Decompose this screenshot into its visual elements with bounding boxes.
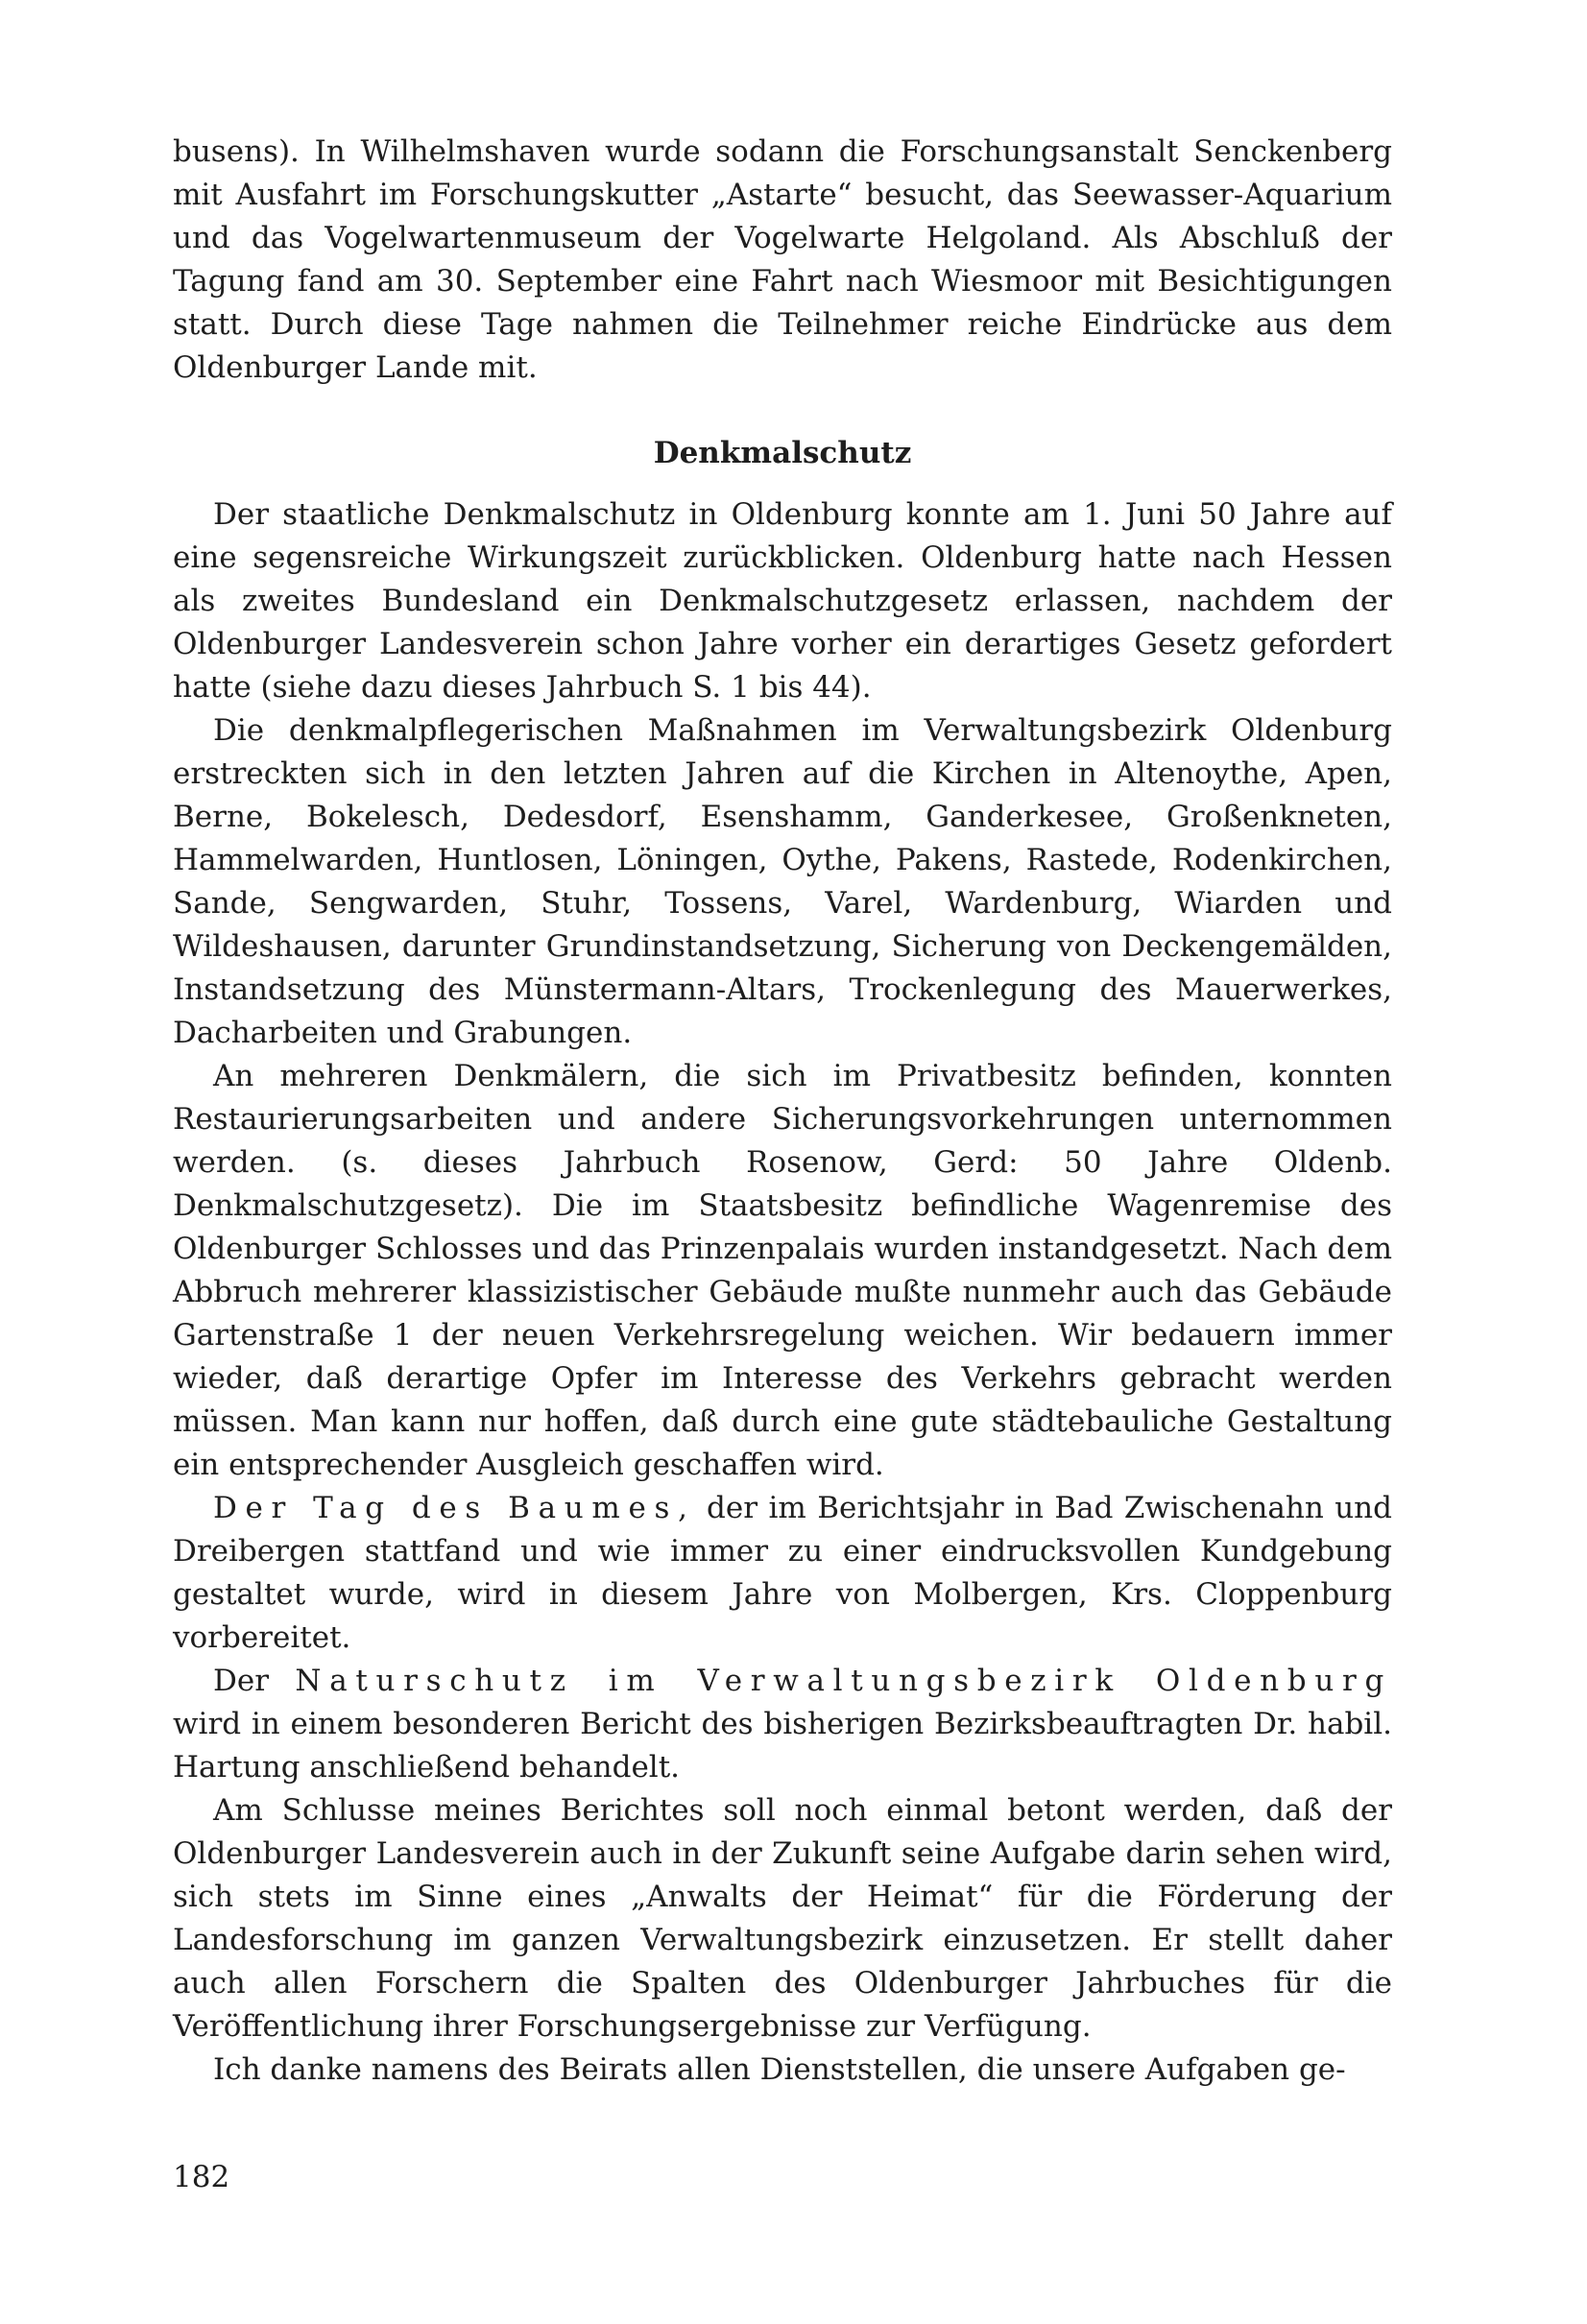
spaced-emphasis: Der Tag des Baumes,	[213, 1491, 696, 1525]
section-heading: Denkmalschutz	[653, 436, 912, 470]
intro-paragraph: busens). In Wilhelmshaven wurde sodann die Forschungsanstalt Senckenberg mit Ausfahrt im Forschungskutter „Astarte“ besucht, das Seewasser-Aquarium und das Vogelwartenmuseum der Vogelwarte Helgoland. Als Abschluß der Tagung fand am 30. September eine Fahrt nach Wiesmoor mit Besichtigungen statt. Durch diese Tage nahmen die Teilnehmer reiche Eindrücke aus dem Oldenburger Lande mit.	[173, 134, 1392, 385]
paragraph: Ich danke namens des Beirats allen Dienststellen, die unsere Aufgaben ge-	[213, 2052, 1346, 2087]
paragraph-text: der im Berichtsjahr in Bad Zwischenahn und Dreibergen stattfand und wie immer zu einer eindrucksvollen Kundgebung gestaltet wurde, wird in diesem Jahre von Molbergen, Krs. Cloppenburg vorbereitet.	[173, 1491, 1392, 1655]
paragraph-text: wird in einem besonderen Bericht des bisherigen Bezirksbeauftragten Dr. habil. Hartung anschließend behandelt.	[173, 1707, 1392, 1785]
paragraph: An mehreren Denkmälern, die sich im Privatbesitz befinden, konnten Restaurierungsarbeiten und andere Sicherungsvorkehrungen unternommen werden. (s. dieses Jahrbuch Rosenow, Gerd: 50 Jahre Oldenb. Denkmalschutzgesetz). Die im Staatsbesitz befindliche Wagenremise des Oldenburger Schlosses und das Prinzenpalais wurden instandgesetzt. Nach dem Abbruch mehrerer klassizistischer Gebäude mußte nunmehr auch das Gebäude Gartenstraße 1 der neuen Verkehrsregelung weichen. Wir bedauern immer wieder, daß derartige Opfer im Interesse des Verkehrs gebracht werden müssen. Man kann nur hoffen, daß durch eine gute städtebauliche Gestaltung ein entsprechender Ausgleich geschaffen wird.	[173, 1059, 1393, 1482]
spaced-emphasis: Naturschutz im Verwaltungsbezirk Oldenburg	[295, 1664, 1392, 1698]
paragraph: Der staatliche Denkmalschutz in Oldenburg konnte am 1. Juni 50 Jahre auf eine segensreiche Wirkungszeit zurückblicken. Oldenburg hatte nach Hessen als zweites Bundesland ein Denkmalschutzgesetz erlassen, nachdem der Oldenburger Landesverein schon Jahre vorher ein derartiges Gesetz gefordert hatte (siehe dazu dieses Jahrbuch S. 1 bis 44).	[173, 497, 1392, 705]
paragraph	[173, 1660, 1392, 1789]
paragraph	[173, 1487, 1392, 1660]
intro-text-block	[173, 131, 1392, 390]
paragraph-text: Der	[213, 1664, 296, 1698]
paragraph: Die denkmalpflegerischen Maßnahmen im Verwaltungsbezirk Oldenburg erstreckten sich in den letzten Jahren auf die Kirchen in Altenoythe, Apen, Berne, Bokelesch, Dedesdorf, Esenshamm, Ganderkesee, Großenkneten, Hammelwarden, Huntlosen, Löningen, Oythe, Pakens, Rastede, Rodenkirchen, Sande, Sengwarden, Stuhr, Tossens, Varel, Wardenburg, Wiarden und Wildeshausen, darunter Grundinstandsetzung, Sicherung von Deckengemälden, Instandsetzung des Münstermann-Altars, Trockenlegung des Mauerwerkes, Dacharbeiten und Grabungen.	[173, 713, 1392, 1050]
page-number: 182	[173, 2160, 230, 2194]
section-body	[173, 493, 1392, 2092]
paragraph: Am Schlusse meines Berichtes soll noch einmal betont werden, daß der Oldenburger Landesverein auch in der Zukunft seine Aufgabe darin sehen wird, sich stets im Sinne eines „Anwalts der Heimat“ für die Förderung der Landesforschung im ganzen Verwaltungsbezirk einzusetzen. Er stellt daher auch allen Forschern die Spalten des Oldenburger Jahrbuches für die Veröffentlichung ihrer Forschungsergebnisse zur Verfügung.	[173, 1793, 1392, 2044]
